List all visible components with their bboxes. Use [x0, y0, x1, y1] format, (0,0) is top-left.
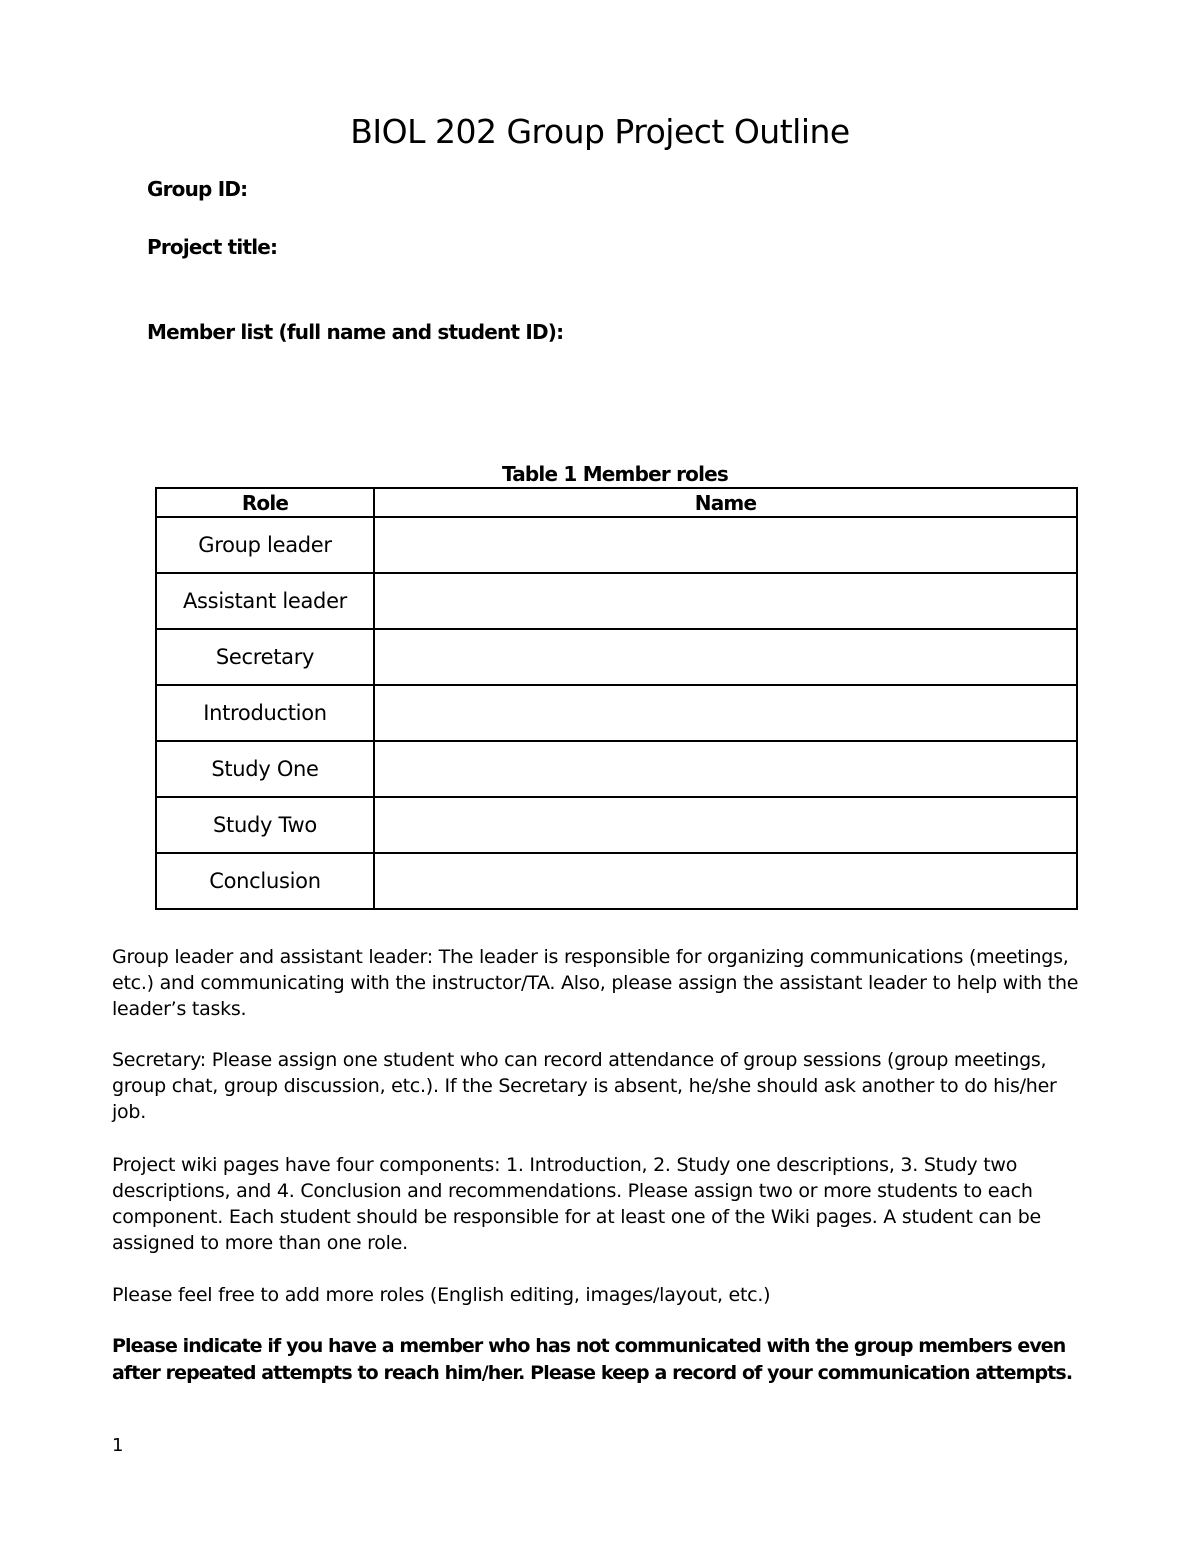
role-cell: Introduction — [156, 685, 374, 741]
name-cell — [374, 685, 1077, 741]
name-cell — [374, 741, 1077, 797]
member-list-label: Member list (full name and student ID): — [147, 320, 564, 344]
header-name: Name — [374, 488, 1077, 517]
role-cell: Assistant leader — [156, 573, 374, 629]
name-cell — [374, 517, 1077, 573]
project-title-label: Project title: — [147, 235, 278, 259]
table-row — [156, 629, 1077, 685]
wiki-components-paragraph: Project wiki pages have four components: 1. Introduction, 2. Study one descriptions, 3. Study two descriptions, and 4. Conclusion and recommendations. Please assign two or more students to each component. Each student should be responsible for at least one of the Wiki pages. A student can be assigned to more than one role. — [112, 1154, 1041, 1254]
table-row — [156, 517, 1077, 573]
header-role: Role — [156, 488, 374, 517]
name-cell — [374, 797, 1077, 853]
role-cell: Study One — [156, 741, 374, 797]
name-cell — [374, 573, 1077, 629]
role-cell: Secretary — [156, 629, 374, 685]
table-row — [156, 741, 1077, 797]
role-cell: Study Two — [156, 797, 374, 853]
additional-roles-paragraph: Please feel free to add more roles (English editing, images/layout, etc.) — [112, 1284, 771, 1306]
table-header-row — [156, 488, 1077, 517]
table-row — [156, 685, 1077, 741]
page-number: 1 — [112, 1435, 124, 1456]
name-cell — [374, 629, 1077, 685]
table-caption: Table 1 Member roles — [501, 462, 729, 486]
secretary-paragraph: Secretary: Please assign one student who can record attendance of group sessions (group meetings, group chat, group discussion, etc.). If the Secretary is absent, he/she should ask another to do his/her job. — [112, 1049, 1057, 1123]
communication-note: Please indicate if you have a member who has not communicated with the group members even after repeated attempts to reach him/her. Please keep a record of your communication attempts. — [112, 1335, 1073, 1384]
member-roles-table — [155, 487, 1078, 910]
table-row — [156, 853, 1077, 909]
group-id-label: Group ID: — [147, 177, 248, 201]
name-cell — [374, 853, 1077, 909]
table-row — [156, 797, 1077, 853]
page-title: BIOL 202 Group Project Outline — [350, 112, 850, 151]
table-row — [156, 573, 1077, 629]
role-cell: Group leader — [156, 517, 374, 573]
role-cell: Conclusion — [156, 853, 374, 909]
leader-paragraph: Group leader and assistant leader: The leader is responsible for organizing communications (meetings, etc.) and communicating with the instructor/TA. Also, please assign the assistant leader to help with the leader’s tasks. — [112, 946, 1079, 1020]
